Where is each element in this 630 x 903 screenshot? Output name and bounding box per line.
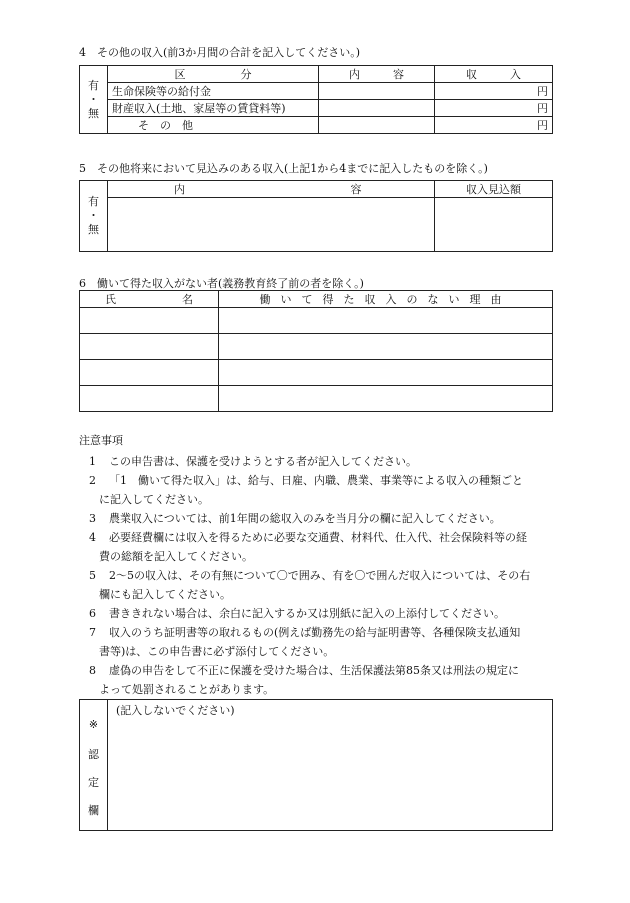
category-property-income: 財産収入(土地、家屋等の賃貸料等) <box>108 100 319 117</box>
section5-heading: 5 その他将来において見込みのある収入(上記1から4までに記入したものを除く。) <box>79 162 488 175</box>
notes-title: 注意事項 <box>79 434 123 447</box>
certification-box <box>79 699 553 831</box>
header-category: 区 分 <box>108 66 319 83</box>
certification-side-label: ※ 認 定 欄 <box>88 718 99 817</box>
header-name: 氏 名 <box>80 291 219 308</box>
header-reason: 働いて得た収入のない理由 <box>219 291 553 308</box>
content-field[interactable] <box>319 117 435 134</box>
note-item: 6 書ききれない場合は、余白に記入するか又は別紙に記入の上添付してください。 <box>89 607 505 620</box>
header-content: 内 容 <box>319 66 435 83</box>
presence-mark[interactable]: 有 ・ 無 <box>80 181 108 252</box>
note-item: 3 農業収入については、前1年間の総収入のみを当月分の欄に記入してください。 <box>89 512 501 525</box>
header-income: 収 入 <box>435 66 553 83</box>
note-item: 8 虚偽の申告をして不正に保護を受けた場合は、生活保護法第85条又は刑法の規定に よって処罰されることがあります。 <box>89 664 519 696</box>
section6-heading: 6 働いて得た収入がない者(義務教育終了前の者を除く。) <box>79 277 364 290</box>
certification-memo: (記入しないでください) <box>116 704 235 717</box>
content-field[interactable] <box>319 100 435 117</box>
name-field[interactable] <box>80 360 219 386</box>
reason-field[interactable] <box>219 386 553 412</box>
amount-field[interactable]: 円 <box>435 83 553 100</box>
category-life-insurance: 生命保険等の給付金 <box>108 83 319 100</box>
header-content: 内 容 <box>108 181 435 198</box>
expected-content-field[interactable] <box>108 198 435 252</box>
name-field[interactable] <box>80 308 219 334</box>
note-item: 2 「1 働いて得た収入」は、給与、日雇、内職、農業、事業等による収入の種類ごと に記入してください。 <box>89 474 523 506</box>
note-item: 5 2～5の収入は、その有無について〇で囲み、有を〇で囲んだ収入については、その右 欄にも記入してください。 <box>89 569 531 601</box>
category-other: そ の 他 <box>108 117 319 134</box>
name-field[interactable] <box>80 386 219 412</box>
amount-field[interactable]: 円 <box>435 117 553 134</box>
expected-amount-field[interactable] <box>435 198 553 252</box>
other-income-table <box>79 65 553 134</box>
presence-mark[interactable]: 有 ・ 無 <box>80 66 108 134</box>
reason-field[interactable] <box>219 308 553 334</box>
notes-section <box>79 433 555 699</box>
box-divider <box>107 700 108 830</box>
expected-income-table <box>79 180 553 252</box>
name-field[interactable] <box>80 334 219 360</box>
note-item: 1 この申告書は、保護を受けようとする者が記入してください。 <box>89 455 417 468</box>
header-expected-amount: 収入見込額 <box>435 181 553 198</box>
amount-field[interactable]: 円 <box>435 100 553 117</box>
reason-field[interactable] <box>219 360 553 386</box>
note-item: 4 必要経費欄には収入を得るために必要な交通費、材料代、仕入代、社会保険料等の経 費の総額を記入してください。 <box>89 531 527 563</box>
content-field[interactable] <box>319 83 435 100</box>
note-item: 7 収入のうち証明書等の取れるもの(例えば勤務先の給与証明書等、各種保険支払通知 書等)は、この申告書に必ず添付してください。 <box>89 626 521 658</box>
no-income-table <box>79 290 553 412</box>
section4-heading: 4 その他の収入(前3か月間の合計を記入してください。) <box>79 46 361 59</box>
reason-field[interactable] <box>219 334 553 360</box>
